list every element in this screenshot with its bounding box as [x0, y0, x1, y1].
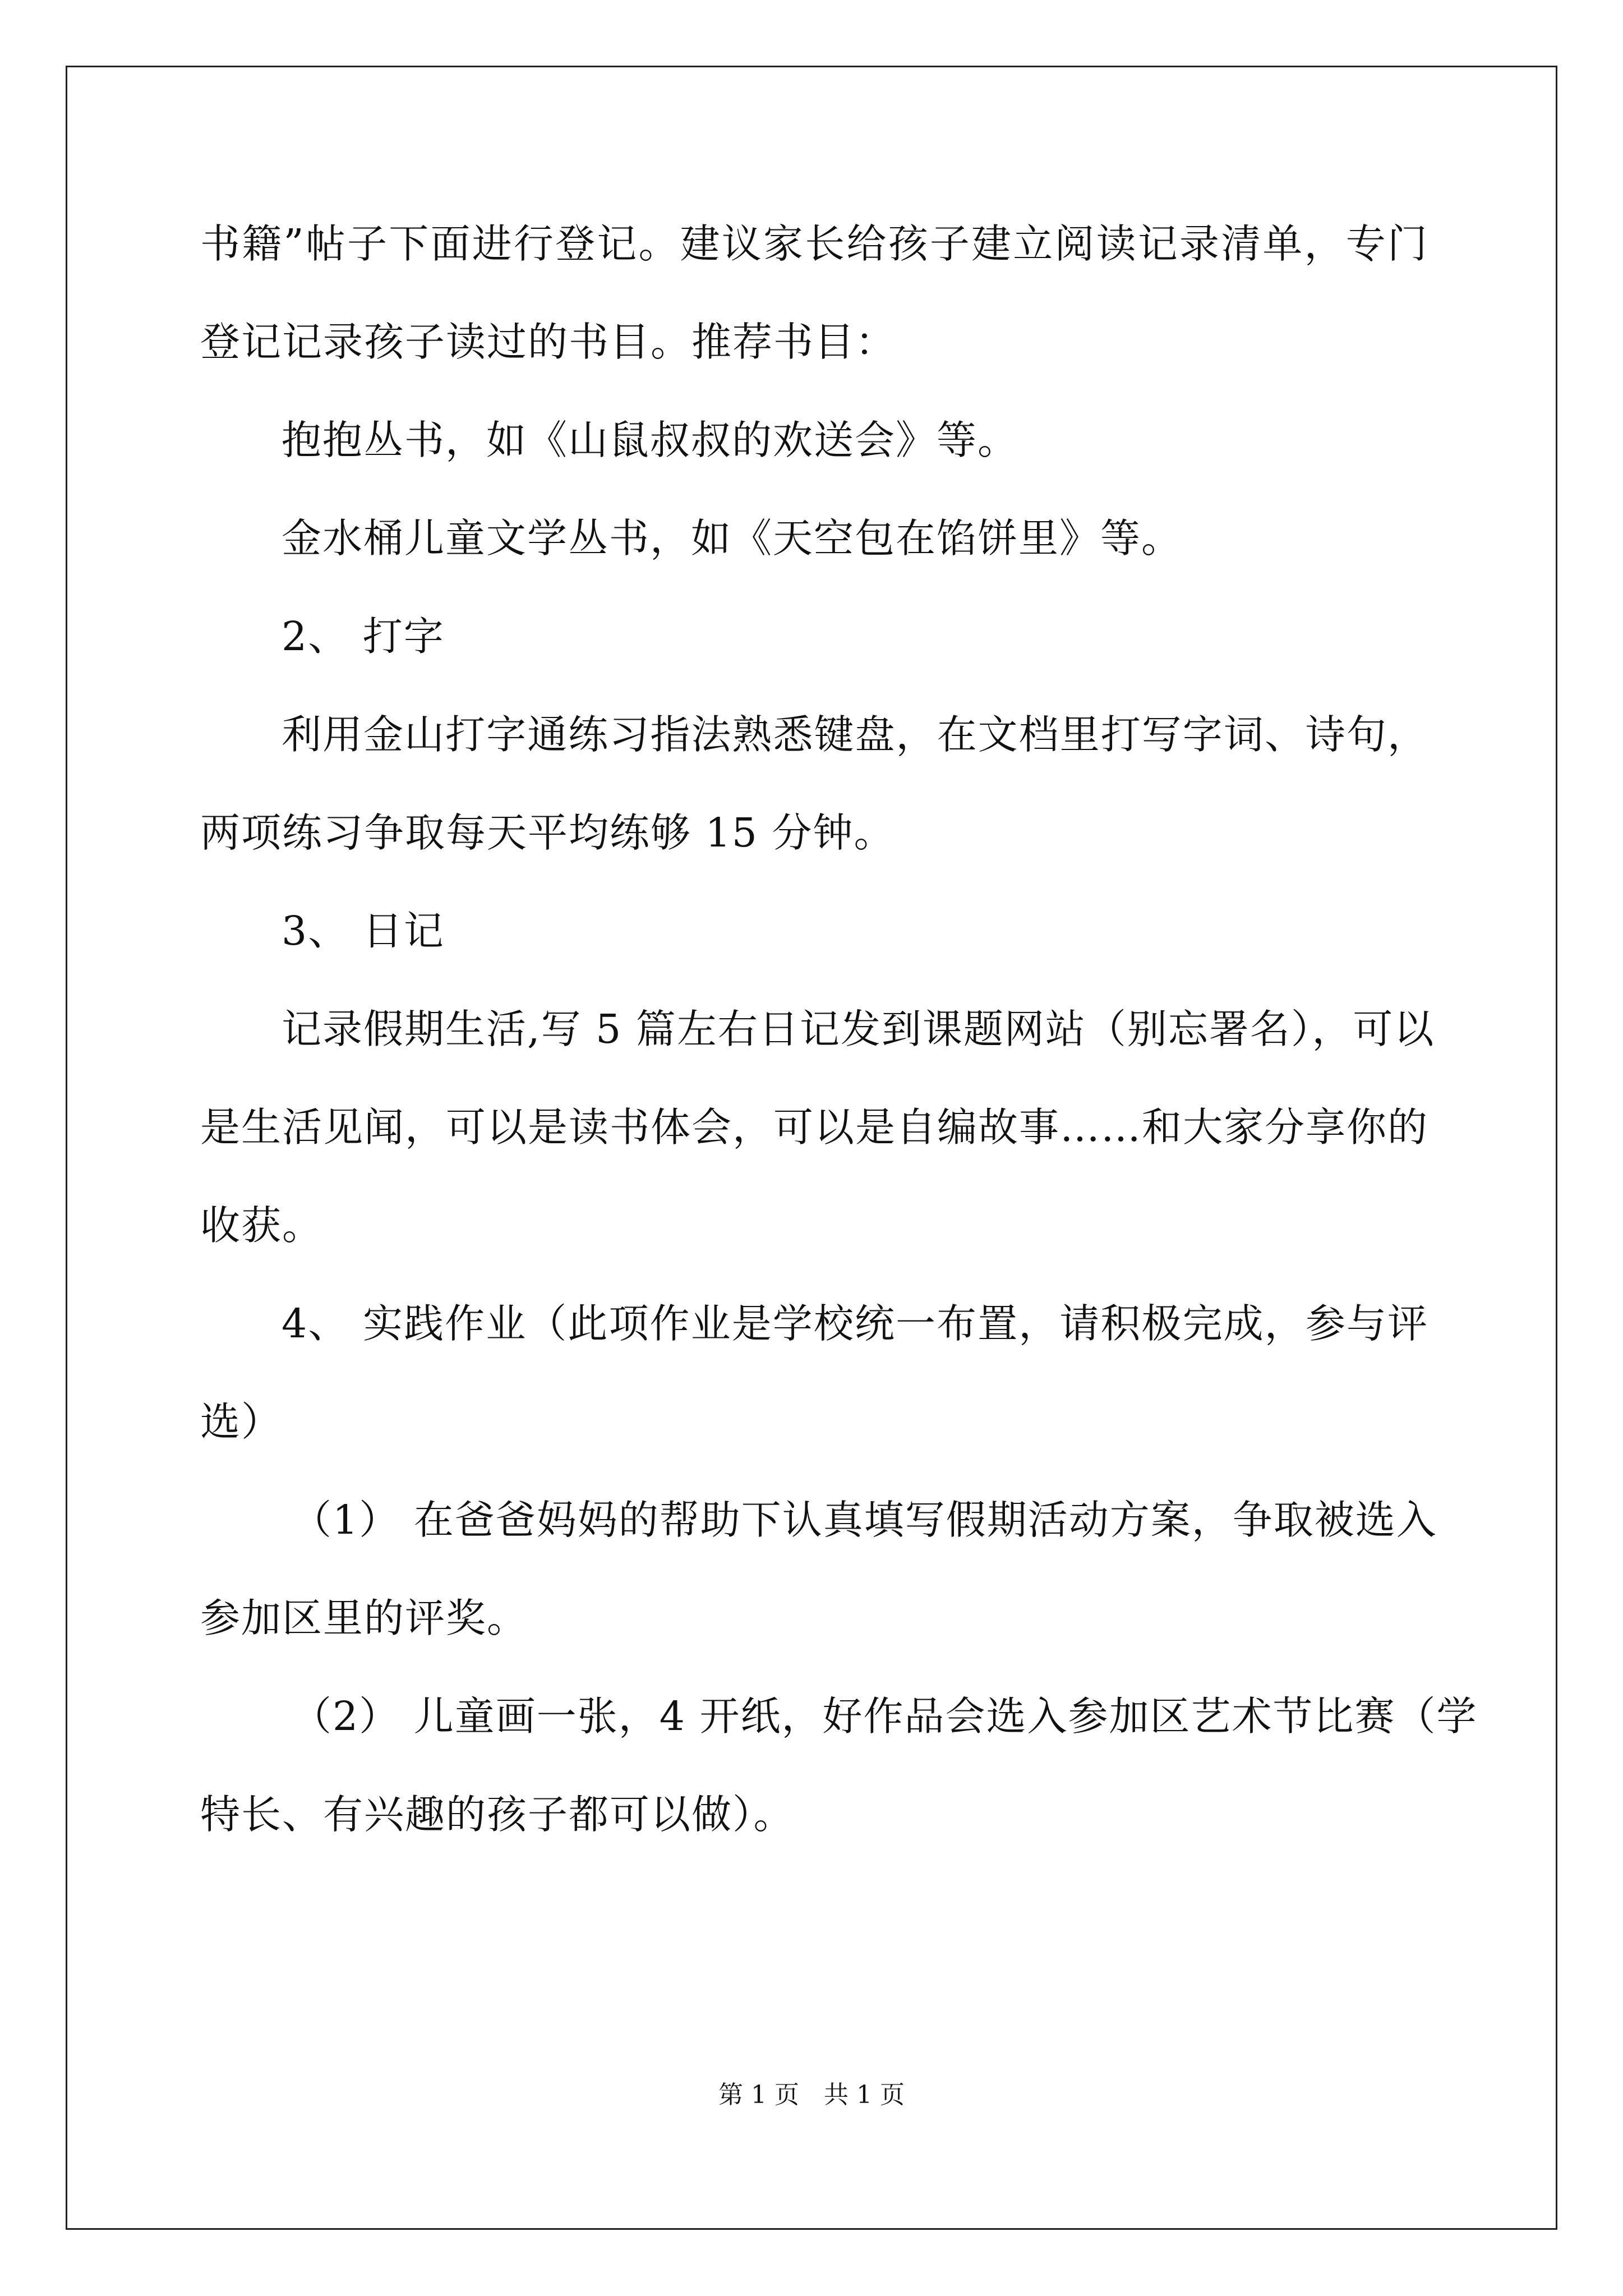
paragraph-line: 登记记录孩子读过的书目。推荐书目：: [200, 319, 897, 365]
paragraph-line: 选）: [200, 1398, 283, 1445]
paragraph-line: 利用金山打字通练习指法熟悉键盘，在文档里打写字词、诗句，: [282, 711, 1428, 758]
list-item: （2） 儿童画一张，4 开纸，好作品会选入参加区艺术节比赛（学: [292, 1693, 1478, 1740]
section-heading: 4、 实践作业（此项作业是学校统一布置，请积极完成，参与评: [282, 1300, 1428, 1347]
list-item: （1） 在爸爸妈妈的帮助下认真填写假期活动方案，争取被选入: [292, 1497, 1437, 1543]
paragraph-line: 是生活见闻，可以是读书体会，可以是自编故事……和大家分享你的: [200, 1104, 1429, 1151]
page-number: 第 1 页 共 1 页: [718, 2081, 905, 2109]
paragraph-line: 两项练习争取每天平均练够 15 分钟。: [200, 809, 895, 856]
section-heading: 2、 打字: [282, 613, 445, 660]
paragraph-line: 记录假期生活,写 5 篇左右日记发到课题网站（别忘署名），可以: [282, 1006, 1435, 1052]
section-heading: 3、 日记: [282, 908, 445, 954]
paragraph-line: 收获。: [200, 1202, 324, 1249]
paragraph-line: 抱抱丛书，如《山鼠叔叔的欢送会》等。: [282, 417, 1019, 463]
paragraph-line: 金水桶儿童文学丛书，如《天空包在馅饼里》等。: [282, 515, 1183, 562]
paragraph-line: 书籍”帖子下面进行登记。建议家长给孩子建立阅读记录清单，专门: [200, 220, 1428, 267]
paragraph-line: 特长、有兴趣的孩子都可以做）。: [200, 1791, 795, 1838]
paragraph-line: 参加区里的评奖。: [200, 1595, 528, 1641]
